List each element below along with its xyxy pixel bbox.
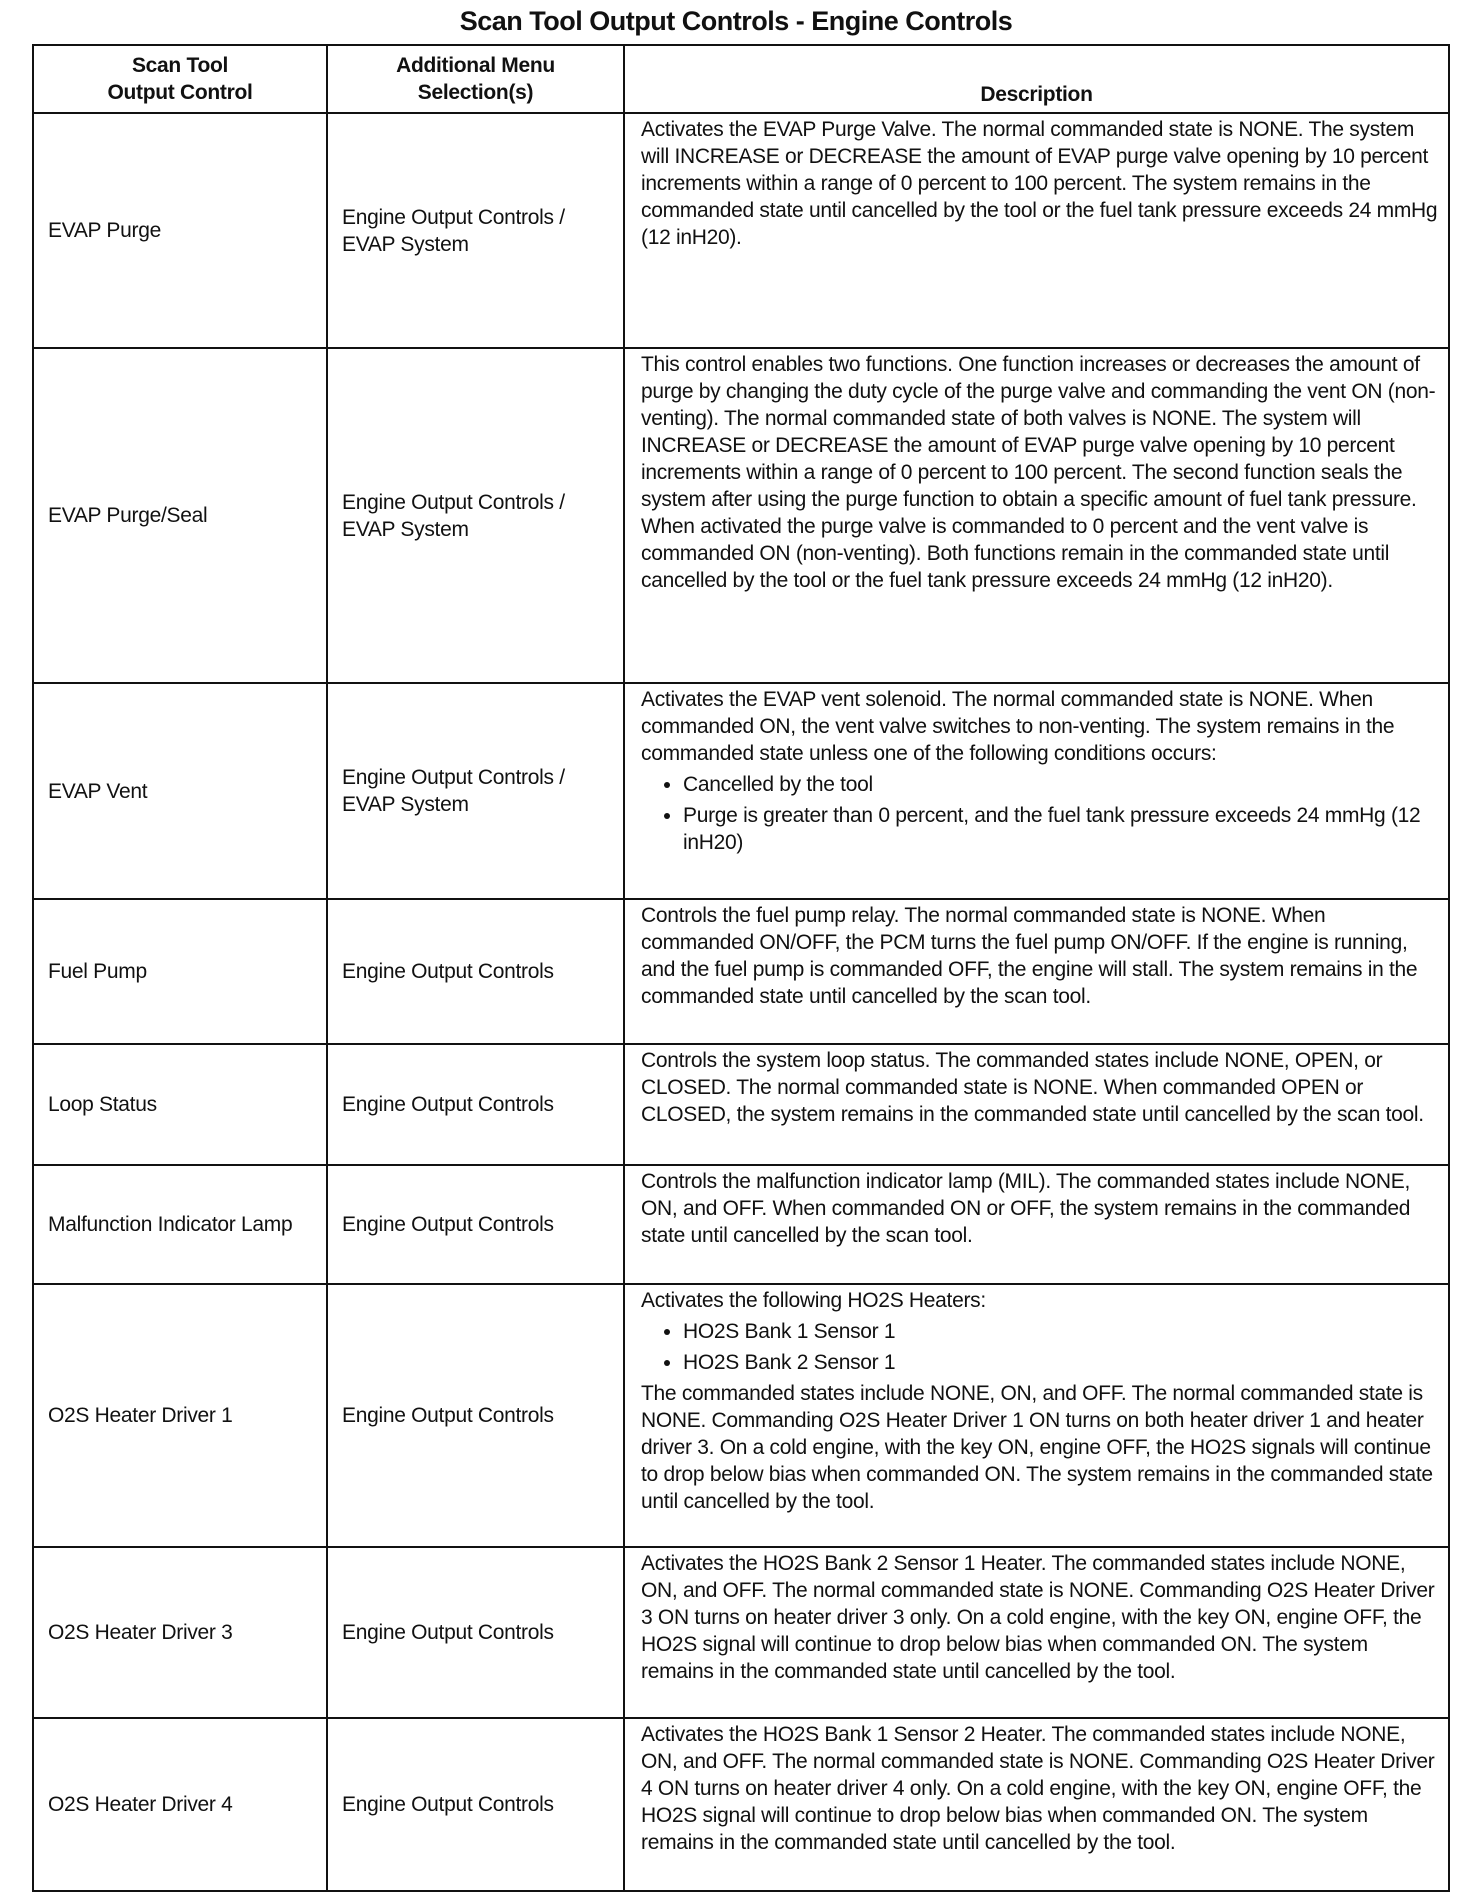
- control-cell: O2S Heater Driver 1: [33, 1284, 327, 1547]
- header-text: Output Control: [107, 81, 253, 104]
- bullet-item: • Purge is greater than 0 percent, and the fuel tank pressure exceeds 24 mmHg (12 inH20): [683, 802, 1442, 856]
- menu-cell: Engine Output Controls: [327, 1718, 624, 1891]
- description-cell: [624, 683, 1449, 899]
- description-text: Activates the EVAP vent solenoid. The normal commanded state is NONE. When commanded ON, the vent valve switches to non-venting. The system remains in the commanded state unless one of the following conditions occurs:: [641, 688, 1395, 765]
- menu-cell: Engine Output Controls: [327, 1284, 624, 1547]
- table-row: [33, 113, 1449, 348]
- control-cell: EVAP Purge/Seal: [33, 348, 327, 683]
- description-text: Controls the fuel pump relay. The normal commanded state is NONE. When commanded ON/OFF, the PCM turns the fuel pump ON/OFF. If the engine is running, and the fuel pump is commanded OFF, the engine will stall. The system remains in the commanded state until cancelled by the scan tool.: [641, 904, 1418, 1008]
- output-controls-table: [32, 44, 1450, 1892]
- description-cell: [624, 1284, 1449, 1547]
- control-cell: O2S Heater Driver 4: [33, 1718, 327, 1891]
- table-row: [33, 1284, 1449, 1547]
- control-cell: Loop Status: [33, 1044, 327, 1165]
- description-cell: [624, 1547, 1449, 1718]
- description-cell: [624, 348, 1449, 683]
- description-text: This control enables two functions. One function increases or decreases the amount of purge by changing the duty cycle of the purge valve and commanding the vent ON (non-venting). The normal commanded state of both valves is NONE. The system will INCREASE or DECREASE the amount of EVAP purge valve opening by 10 percent increments within a range of 0 percent to 100 percent. The second function seals the system after using the purge function to obtain a specific amount of fuel tank pressure. When activated the purge valve is commanded to 0 percent and the vent valve is commanded ON (non-venting). Both functions remain in the commanded state until cancelled by the tool or the fuel tank pressure exceeds 24 mmHg (12 inH20).: [641, 353, 1436, 592]
- page-title: Scan Tool Output Controls - Engine Controls: [459, 6, 1013, 36]
- description-cell: [624, 113, 1449, 348]
- table-row: [33, 1718, 1449, 1891]
- description-text: Controls the malfunction indicator lamp (MIL). The commanded states include NONE, ON, and OFF. When commanded ON or OFF, the system remains in the commanded state until cancelled by the scan tool.: [641, 1170, 1411, 1247]
- bullet-list: [641, 771, 1442, 856]
- menu-cell: Engine Output Controls: [327, 1547, 624, 1718]
- bullet-item: • HO2S Bank 1 Sensor 1: [683, 1318, 1442, 1345]
- description-text: Controls the system loop status. The commanded states include NONE, OPEN, or CLOSED. The normal commanded state is NONE. When commanded OPEN or CLOSED, the system remains in the commanded state until cancelled by the scan tool.: [641, 1049, 1424, 1126]
- header-text: Selection(s): [417, 81, 534, 104]
- header-text: Scan Tool: [131, 54, 229, 77]
- control-cell: Malfunction Indicator Lamp: [33, 1165, 327, 1284]
- menu-cell: Engine Output Controls: [327, 1165, 624, 1284]
- description-text: Activates the following HO2S Heaters:: [641, 1289, 986, 1312]
- header-text: Additional Menu: [396, 54, 555, 77]
- description-cell: [624, 1718, 1449, 1891]
- header-menu: [327, 45, 624, 113]
- table-row: [33, 1044, 1449, 1165]
- bullet-list: [641, 1318, 1442, 1376]
- table-row: [33, 1165, 1449, 1284]
- description-text: Activates the HO2S Bank 1 Sensor 2 Heater. The commanded states include NONE, ON, and OFF. The normal commanded state is NONE. Commanding O2S Heater Driver 4 ON turns on heater driver 4 only. On a cold engine, with the key ON, engine OFF, the HO2S signal will continue to drop below bias when commanded ON. The system remains in the commanded state until cancelled by the tool.: [641, 1723, 1435, 1854]
- control-cell: Fuel Pump: [33, 899, 327, 1044]
- table-row: [33, 899, 1449, 1044]
- bullet-item: • HO2S Bank 2 Sensor 1: [683, 1349, 1442, 1376]
- description-cell: [624, 1165, 1449, 1284]
- header-row: [33, 45, 1449, 113]
- header-description: Description: [624, 45, 1449, 113]
- control-cell: O2S Heater Driver 3: [33, 1547, 327, 1718]
- control-cell: EVAP Vent: [33, 683, 327, 899]
- table-row: [33, 348, 1449, 683]
- description-cell: [624, 1044, 1449, 1165]
- header-control: [33, 45, 327, 113]
- description-text: The commanded states include NONE, ON, and OFF. The normal commanded state is NONE. Commanding O2S Heater Driver 1 ON turns on both heater driver 1 and heater driver 3. On a cold engine, with the key ON, engine OFF, the HO2S signals will continue to drop below bias when commanded ON. The system remains in the commanded state until cancelled by the tool.: [641, 1382, 1433, 1513]
- table-row: [33, 683, 1449, 899]
- menu-cell: Engine Output Controls / EVAP System: [327, 683, 624, 899]
- menu-cell: Engine Output Controls / EVAP System: [327, 348, 624, 683]
- description-text: Activates the HO2S Bank 2 Sensor 1 Heater. The commanded states include NONE, ON, and OFF. The normal commanded state is NONE. Commanding O2S Heater Driver 3 ON turns on heater driver 3 only. On a cold engine, with the key ON, engine OFF, the HO2S signal will continue to drop below bias when commanded ON. The system remains in the commanded state until cancelled by the tool.: [641, 1552, 1435, 1683]
- menu-cell: Engine Output Controls: [327, 1044, 624, 1165]
- menu-cell: Engine Output Controls / EVAP System: [327, 113, 624, 348]
- description-cell: [624, 899, 1449, 1044]
- description-text: Activates the EVAP Purge Valve. The normal commanded state is NONE. The system will INCREASE or DECREASE the amount of EVAP purge valve opening by 10 percent increments within a range of 0 percent to 100 percent. The system remains in the commanded state until cancelled by the tool or the fuel tank pressure exceeds 24 mmHg (12 inH20).: [641, 118, 1438, 249]
- control-cell: EVAP Purge: [33, 113, 327, 348]
- bullet-item: • Cancelled by the tool: [683, 771, 1442, 798]
- menu-cell: Engine Output Controls: [327, 899, 624, 1044]
- table-row: [33, 1547, 1449, 1718]
